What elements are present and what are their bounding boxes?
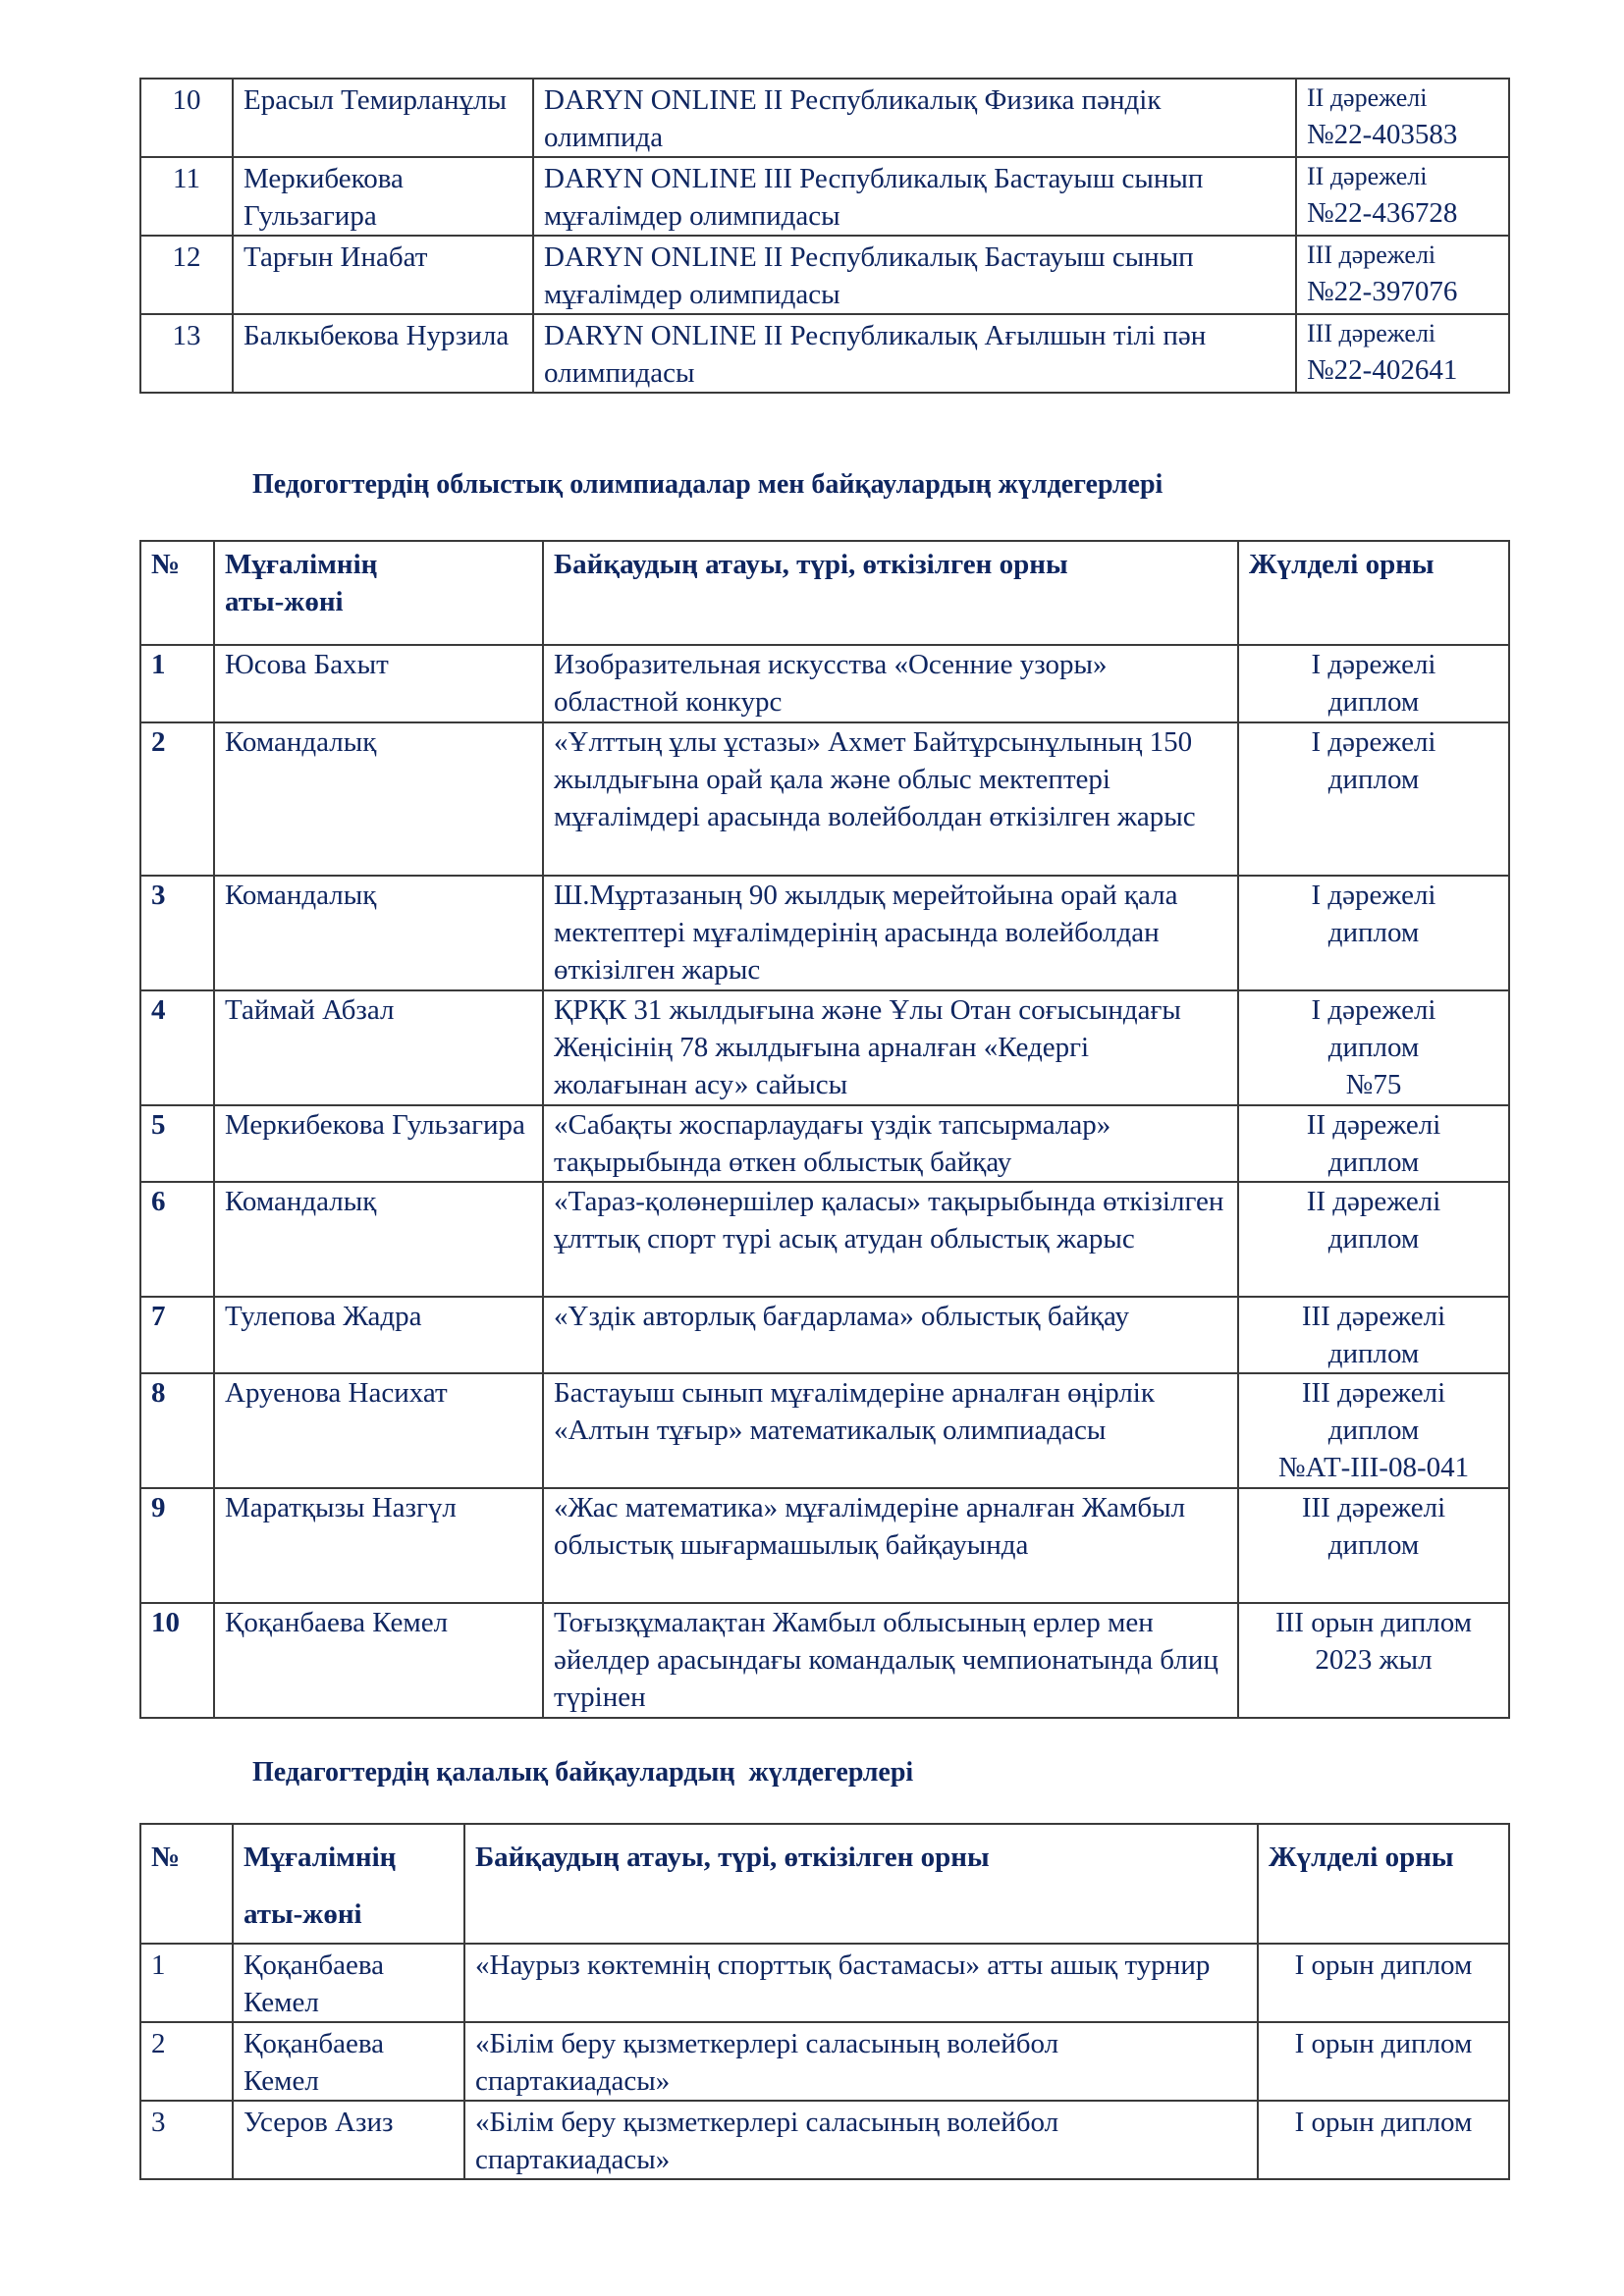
row-number: 4 <box>140 990 214 1105</box>
table-row <box>140 2022 1509 2101</box>
section-title-city: Педагогтердің қалалық байқаулардың жүлдегерлері <box>252 1757 914 1788</box>
row-number: 3 <box>140 876 214 990</box>
table-row <box>140 1944 1509 2022</box>
table-header-row <box>140 541 1509 645</box>
event-name: «Жас математика» мұғалімдеріне арналған Жамбыл облыстық шығармашылық байқауында <box>543 1488 1238 1603</box>
event-name: ҚРҚК 31 жылдығына және Ұлы Отан соғысындағы Жеңісінің 78 жылдығына арналған «Кедергі жолағынан асу» сайысы <box>543 990 1238 1105</box>
award-cell: III дәрежелі диплом №АТ-III-08-041 <box>1238 1373 1509 1488</box>
row-number: 8 <box>140 1373 214 1488</box>
award-cell: I дәрежелі диплом №75 <box>1238 990 1509 1105</box>
teacher-name: Командалық <box>214 722 543 876</box>
award-cell: I дәрежелі диплом <box>1238 645 1509 722</box>
event-name: Ш.Мұртазаның 90 жылдық мерейтойына орай қала мектептері мұғалімдерінің арасында волейболдан өткізілген жарыс <box>543 876 1238 990</box>
section-title-regional: Педогогтердің облыстық олимпиадалар мен байқаулардың жүлдегерлері <box>252 469 1164 500</box>
row-number: 10 <box>140 79 233 157</box>
event-name: «Білім беру қызметкерлері саласының волейбол спартакиадасы» <box>464 2101 1258 2179</box>
row-number: 1 <box>140 1944 233 2022</box>
table-row <box>140 1373 1509 1488</box>
award-cell: III дәрежелі диплом <box>1238 1488 1509 1603</box>
row-number: 11 <box>140 157 233 236</box>
award-degree: II дәрежелі <box>1307 83 1428 112</box>
award-cell: II дәрежелі диплом <box>1238 1182 1509 1297</box>
certificate-number: №22-402641 <box>1307 354 1458 386</box>
award-degree: II дәрежелі <box>1307 162 1428 190</box>
teacher-name: Қоқанбаева Кемел <box>233 1944 464 2022</box>
header-teacher-name: Мұғалімнің аты-жөні <box>233 1824 464 1944</box>
teacher-name: Меркибекова Гульзагира <box>214 1105 543 1182</box>
table-row <box>140 990 1509 1105</box>
header-event: Байқаудың атауы, түрі, өткізілген орны <box>543 541 1238 645</box>
award-cell: III орын диплом 2023 жыл <box>1238 1603 1509 1718</box>
header-award: Жүлделі орны <box>1238 541 1509 645</box>
event-name: Бастауыш сынып мұғалімдеріне арналған өңірлік «Алтын тұғыр» математикалық олимпиадасы <box>543 1373 1238 1488</box>
header-number: № <box>140 1824 233 1944</box>
teacher-name: Меркибекова Гульзагира <box>233 157 533 236</box>
award-cell: III дәрежелі диплом <box>1238 1297 1509 1373</box>
teacher-name: Балкыбекова Нурзила <box>233 314 533 393</box>
award-cell <box>1296 79 1509 157</box>
header-teacher-name: Мұғалімнің аты-жөні <box>214 541 543 645</box>
row-number: 2 <box>140 722 214 876</box>
header-number: № <box>140 541 214 645</box>
row-number: 5 <box>140 1105 214 1182</box>
teacher-name: Қоқанбаева Кемел <box>214 1603 543 1718</box>
certificate-number: №22-436728 <box>1307 197 1458 229</box>
award-cell: I дәрежелі диплом <box>1238 722 1509 876</box>
certificate-number: №22-397076 <box>1307 276 1458 307</box>
table-row <box>140 1182 1509 1297</box>
teacher-name: Тулепова Жадра <box>214 1297 543 1373</box>
row-number: 10 <box>140 1603 214 1718</box>
event-name: DARYN ONLINE II Республикалық Бастауыш сынып мұғалімдер олимпидасы <box>533 236 1296 314</box>
teacher-name: Қоқанбаева Кемел <box>233 2022 464 2101</box>
row-number: 12 <box>140 236 233 314</box>
table-row <box>140 1488 1509 1603</box>
award-cell: I орын диплом <box>1258 2101 1509 2179</box>
event-name: DARYN ONLINE II Республикалық Физика пәндік олимпида <box>533 79 1296 157</box>
event-name: «Наурыз көктемнің спорттық бастамасы» атты ашық турнир <box>464 1944 1258 2022</box>
teacher-name: Аруенова Насихат <box>214 1373 543 1488</box>
table-row <box>140 876 1509 990</box>
row-number: 2 <box>140 2022 233 2101</box>
award-cell <box>1296 236 1509 314</box>
table-row <box>140 79 1509 157</box>
row-number: 3 <box>140 2101 233 2179</box>
event-name: «Ұлттың ұлы ұстазы» Ахмет Байтұрсынұлының 150 жылдығына орай қала және облыс мектептері мұғалімдері арасында волейболдан өткізілген жарыс <box>543 722 1238 876</box>
event-name: «Білім беру қызметкерлері саласының волейбол спартакиадасы» <box>464 2022 1258 2101</box>
event-name: Изобразительная искусства «Осенние узоры» областной конкурс <box>543 645 1238 722</box>
republican-olympiad-table-continued <box>139 78 1510 394</box>
regional-winners-table <box>139 540 1510 1719</box>
table-header-row <box>140 1824 1509 1944</box>
teacher-name: Усеров Азиз <box>233 2101 464 2179</box>
row-number: 1 <box>140 645 214 722</box>
header-award: Жүлделі орны <box>1258 1824 1509 1944</box>
award-cell: I орын диплом <box>1258 2022 1509 2101</box>
award-degree: III дәрежелі <box>1307 319 1436 347</box>
teacher-name: Командалық <box>214 876 543 990</box>
teacher-name: Командалық <box>214 1182 543 1297</box>
teacher-name: Таймай Абзал <box>214 990 543 1105</box>
teacher-name: Ерасыл Темирланұлы <box>233 79 533 157</box>
event-name: «Тараз-қолөнершілер қаласы» тақырыбында өткізілген ұлттық спорт түрі асық атудан облыстық жарыс <box>543 1182 1238 1297</box>
event-name: DARYN ONLINE III Республикалық Бастауыш сынып мұғалімдер олимпидасы <box>533 157 1296 236</box>
table-row <box>140 1105 1509 1182</box>
award-cell: I орын диплом <box>1258 1944 1509 2022</box>
event-name: «Үздік авторлық бағдарлама» облыстық байқау <box>543 1297 1238 1373</box>
award-cell <box>1296 314 1509 393</box>
row-number: 9 <box>140 1488 214 1603</box>
city-winners-table <box>139 1823 1510 2180</box>
table-row <box>140 157 1509 236</box>
event-name: Тоғызқұмалақтан Жамбыл облысының ерлер мен әйелдер арасындағы командалық чемпионатында блиц түрінен <box>543 1603 1238 1718</box>
teacher-name: Маратқызы Назгүл <box>214 1488 543 1603</box>
table-row <box>140 1603 1509 1718</box>
table-row <box>140 314 1509 393</box>
teacher-name: Юсова Бахыт <box>214 645 543 722</box>
award-degree: III дәрежелі <box>1307 240 1436 269</box>
row-number: 13 <box>140 314 233 393</box>
table-row <box>140 645 1509 722</box>
table-row <box>140 2101 1509 2179</box>
teacher-name: Тарғын Инабат <box>233 236 533 314</box>
award-cell <box>1296 157 1509 236</box>
row-number: 6 <box>140 1182 214 1297</box>
certificate-number: №22-403583 <box>1307 119 1458 150</box>
event-name: DARYN ONLINE II Республикалық Ағылшын тілі пән олимпидасы <box>533 314 1296 393</box>
award-cell: I дәрежелі диплом <box>1238 876 1509 990</box>
event-name: «Сабақты жоспарлаудағы үздік тапсырмалар» тақырыбында өткен облыстық байқау <box>543 1105 1238 1182</box>
table-row <box>140 1297 1509 1373</box>
header-event: Байқаудың атауы, түрі, өткізілген орны <box>464 1824 1258 1944</box>
table-row <box>140 722 1509 876</box>
award-cell: II дәрежелі диплом <box>1238 1105 1509 1182</box>
table-row <box>140 236 1509 314</box>
row-number: 7 <box>140 1297 214 1373</box>
